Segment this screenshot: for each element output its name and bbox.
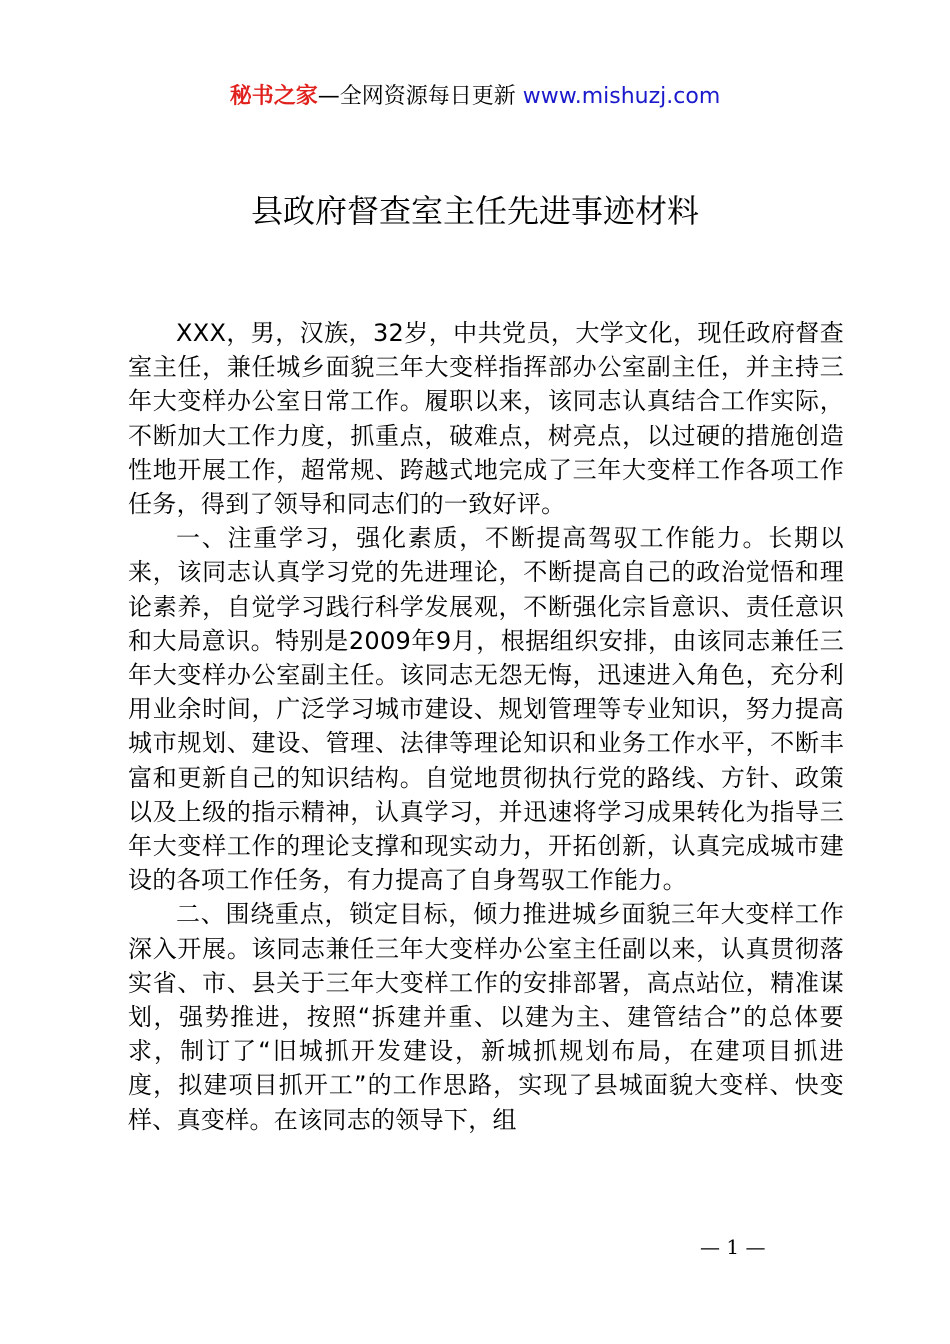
paragraph-section-2: 二、围绕重点，锁定目标，倾力推进城乡面貌三年大变样工作深入开展。该同志兼任三年大变样办公室主任副以来，认真贯彻落实省、市、县关于三年大变样工作的安排部署，高点站位，精准谋划，强势推进，按照“拆建并重、以建为主、建管结合”的总体要求，制订了“旧城抓开发建设，新城抓规划布局，在建项目抓进度，拟建项目抓开工”的工作思路，实现了县城面貌大变样、快变样、真变样。在该同志的领导下，组: [128, 900, 844, 1134]
site-url-link[interactable]: www.mishuzj.com: [522, 84, 721, 109]
paragraph-intro: XXX，男，汉族，32岁，中共党员，大学文化，现任政府督查室主任，兼任城乡面貌三年大变样指挥部办公室副主任，并主持三年大变样办公室日常工作。履职以来，该同志认真结合工作实际，不断加大工作力度，抓重点，破难点，树亮点，以过硬的措施创造性地开展工作，超常规、跨越式地完成了三年大变样工作各项工作任务，得到了领导和同志们的一致好评。: [128, 319, 844, 519]
page-number: — 1 —: [700, 1235, 766, 1259]
paragraph-section-1: 一、注重学习，强化素质，不断提高驾驭工作能力。长期以来，该同志认真学习党的先进理论，不断提高自己的政治觉悟和理论素养，自觉学习践行科学发展观，不断强化宗旨意识、责任意识和大局意识。特别是2009年9月，根据组织安排，由该同志兼任三年大变样办公室副主任。该同志无怨无悔，迅速进入角色，充分利用业余时间，广泛学习城市建设、规划管理等专业知识，努力提高城市规划、建设、管理、法律等理论知识和业务工作水平，不断丰富和更新自己的知识结构。自觉地贯彻执行党的路线、方针、政策以及上级的指示精神，认真学习，并迅速将学习成果转化为指导三年大变样工作的理论支撑和现实动力，开拓创新，认真完成城市建设的各项工作任务，有力提高了自身驾驭工作能力。: [128, 524, 844, 895]
document-body: [128, 316, 844, 1137]
document-title: 县政府督查室主任先进事迹材料: [250, 192, 699, 230]
site-header: [0, 82, 950, 112]
site-brand: 秘书之家: [229, 84, 318, 109]
site-tagline: —全网资源每日更新: [317, 84, 523, 109]
